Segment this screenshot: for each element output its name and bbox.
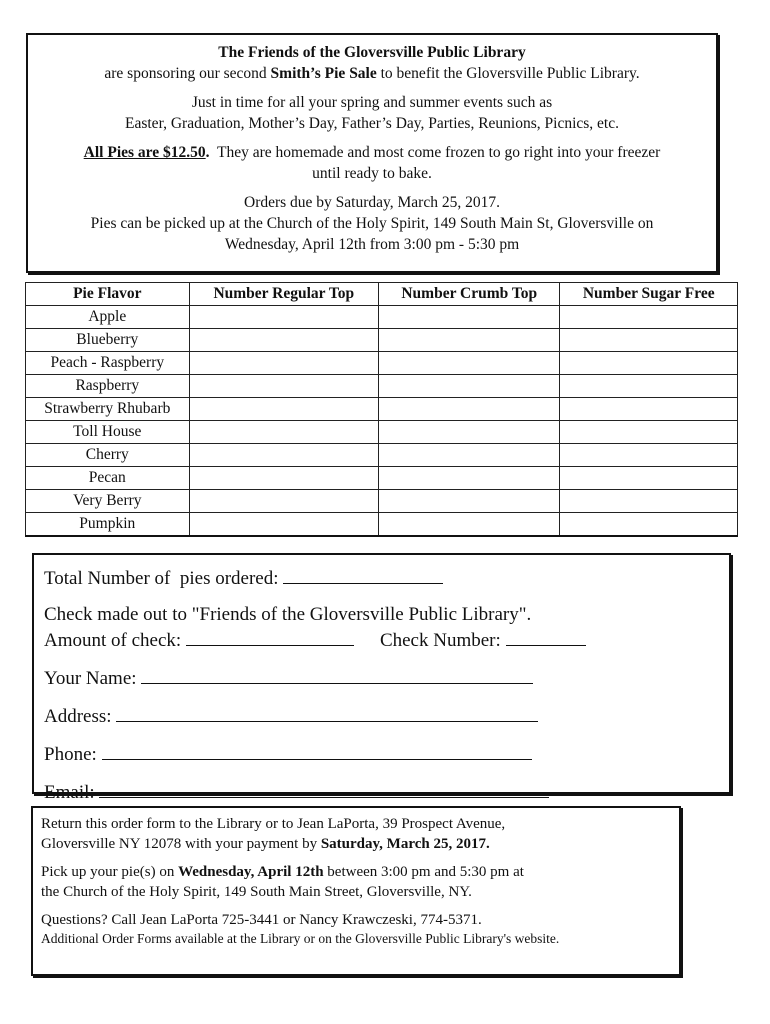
regular-top-cell[interactable] <box>189 513 378 537</box>
sugar-free-cell[interactable] <box>560 375 738 398</box>
amount-of-check-label: Amount of check: <box>44 630 182 651</box>
flavor-cell: Peach - Raspberry <box>26 352 190 375</box>
intro-line1-pre: are sponsoring our second <box>104 65 271 82</box>
flavor-cell: Very Berry <box>26 490 190 513</box>
additional-forms-note: Additional Order Forms available at the Library or on the Gloversville Public Library's website. <box>41 931 560 946</box>
check-payee-text: Check made out to "Friends of the Gloversville Public Library". <box>44 604 532 625</box>
pickup-line-1: Pies can be picked up at the Church of the Holy Spirit, 149 South Main St, Gloversville on <box>90 215 654 232</box>
sugar-free-cell[interactable] <box>560 467 738 490</box>
crumb-top-cell[interactable] <box>379 306 560 329</box>
regular-top-cell[interactable] <box>189 490 378 513</box>
orders-due: Orders due by Saturday, March 25, 2017. <box>244 194 500 211</box>
table-row <box>26 306 738 329</box>
price-description-2: until ready to bake. <box>312 165 432 182</box>
regular-top-cell[interactable] <box>189 444 378 467</box>
table-row <box>26 329 738 352</box>
order-details-box <box>32 553 731 803</box>
table-row <box>26 467 738 490</box>
sugar-free-cell[interactable] <box>560 513 738 537</box>
total-pies-field[interactable] <box>283 565 443 584</box>
sugar-free-cell[interactable] <box>560 306 738 329</box>
table-row <box>26 352 738 375</box>
sugar-free-cell[interactable] <box>560 352 738 375</box>
flavor-cell: Strawberry Rhubarb <box>26 398 190 421</box>
pickup-info-post: between 3:00 pm and 5:30 pm at <box>323 864 524 880</box>
questions-contact: Questions? Call Jean LaPorta 725-3441 or Nancy Krawczeski, 774-5371. <box>41 912 482 928</box>
table-header-row <box>26 283 738 306</box>
price-statement: All Pies are $12.50 <box>83 144 206 161</box>
flavor-cell: Cherry <box>26 444 190 467</box>
address-label: Address: <box>44 706 112 727</box>
regular-top-cell[interactable] <box>189 352 378 375</box>
flavor-cell: Apple <box>26 306 190 329</box>
crumb-top-cell[interactable] <box>379 398 560 421</box>
price-period: . <box>205 144 210 161</box>
crumb-top-cell[interactable] <box>379 375 560 398</box>
return-line-2: Gloversville NY 12078 with your payment by <box>41 836 321 852</box>
table-row <box>26 513 738 537</box>
return-line-1: Return this order form to the Library or to Jean LaPorta, 39 Prospect Avenue, <box>41 816 506 832</box>
regular-top-cell[interactable] <box>189 329 378 352</box>
intro-line2: Just in time for all your spring and summer events such as <box>191 94 553 111</box>
intro-box <box>26 33 718 273</box>
sugar-free-cell[interactable] <box>560 444 738 467</box>
event-name: Smith’s Pie Sale <box>270 65 377 82</box>
crumb-top-cell[interactable] <box>379 352 560 375</box>
crumb-top-cell[interactable] <box>379 490 560 513</box>
crumb-top-cell[interactable] <box>379 467 560 490</box>
return-info-box <box>31 806 681 976</box>
order-table <box>25 282 738 537</box>
pickup-date: Wednesday, April 12th <box>178 864 324 880</box>
flavor-cell: Raspberry <box>26 375 190 398</box>
header-sugar-free: Number Sugar Free <box>560 283 738 306</box>
intro-line3: Easter, Graduation, Mother’s Day, Father’s Day, Parties, Reunions, Picnics, etc. <box>125 115 619 132</box>
pickup-location: the Church of the Holy Spirit, 149 South Main Street, Gloversville, NY. <box>41 884 472 900</box>
check-number-label: Check Number: <box>379 630 501 651</box>
table-row <box>26 375 738 398</box>
check-number-field[interactable] <box>506 627 586 646</box>
name-field[interactable] <box>141 665 533 684</box>
sugar-free-cell[interactable] <box>560 398 738 421</box>
flavor-cell: Pumpkin <box>26 513 190 537</box>
crumb-top-cell[interactable] <box>379 421 560 444</box>
email-field[interactable] <box>99 779 549 798</box>
table-row <box>26 444 738 467</box>
table-row <box>26 421 738 444</box>
regular-top-cell[interactable] <box>189 306 378 329</box>
table-row <box>26 398 738 421</box>
intro-line1-post: to benefit the Gloversville Public Library. <box>376 65 640 82</box>
pickup-info-pre: Pick up your pie(s) on <box>41 864 179 880</box>
amount-of-check-field[interactable] <box>186 627 354 646</box>
pickup-line-2: Wednesday, April 12th from 3:00 pm - 5:30 pm <box>224 236 520 253</box>
regular-top-cell[interactable] <box>189 421 378 444</box>
regular-top-cell[interactable] <box>189 467 378 490</box>
address-field[interactable] <box>116 703 538 722</box>
price-description: They are homemade and most come frozen to go right into your freezer <box>209 144 661 161</box>
email-label: Email: <box>44 782 95 803</box>
phone-field[interactable] <box>102 741 532 760</box>
crumb-top-cell[interactable] <box>379 444 560 467</box>
sugar-free-cell[interactable] <box>560 329 738 352</box>
crumb-top-cell[interactable] <box>379 329 560 352</box>
header-pie-flavor: Pie Flavor <box>26 283 190 306</box>
flavor-cell: Toll House <box>26 421 190 444</box>
header-regular-top: Number Regular Top <box>189 283 378 306</box>
header-crumb-top: Number Crumb Top <box>379 283 560 306</box>
regular-top-cell[interactable] <box>189 375 378 398</box>
total-pies-label: Total Number of pies ordered: <box>44 568 279 589</box>
name-label: Your Name: <box>44 668 137 689</box>
intro-heading: The Friends of the Gloversville Public Library <box>218 44 526 61</box>
sugar-free-cell[interactable] <box>560 490 738 513</box>
regular-top-cell[interactable] <box>189 398 378 421</box>
return-deadline: Saturday, March 25, 2017. <box>320 836 490 852</box>
sugar-free-cell[interactable] <box>560 421 738 444</box>
crumb-top-cell[interactable] <box>379 513 560 537</box>
flavor-cell: Pecan <box>26 467 190 490</box>
flavor-cell: Blueberry <box>26 329 190 352</box>
table-row <box>26 490 738 513</box>
phone-label: Phone: <box>44 744 97 765</box>
